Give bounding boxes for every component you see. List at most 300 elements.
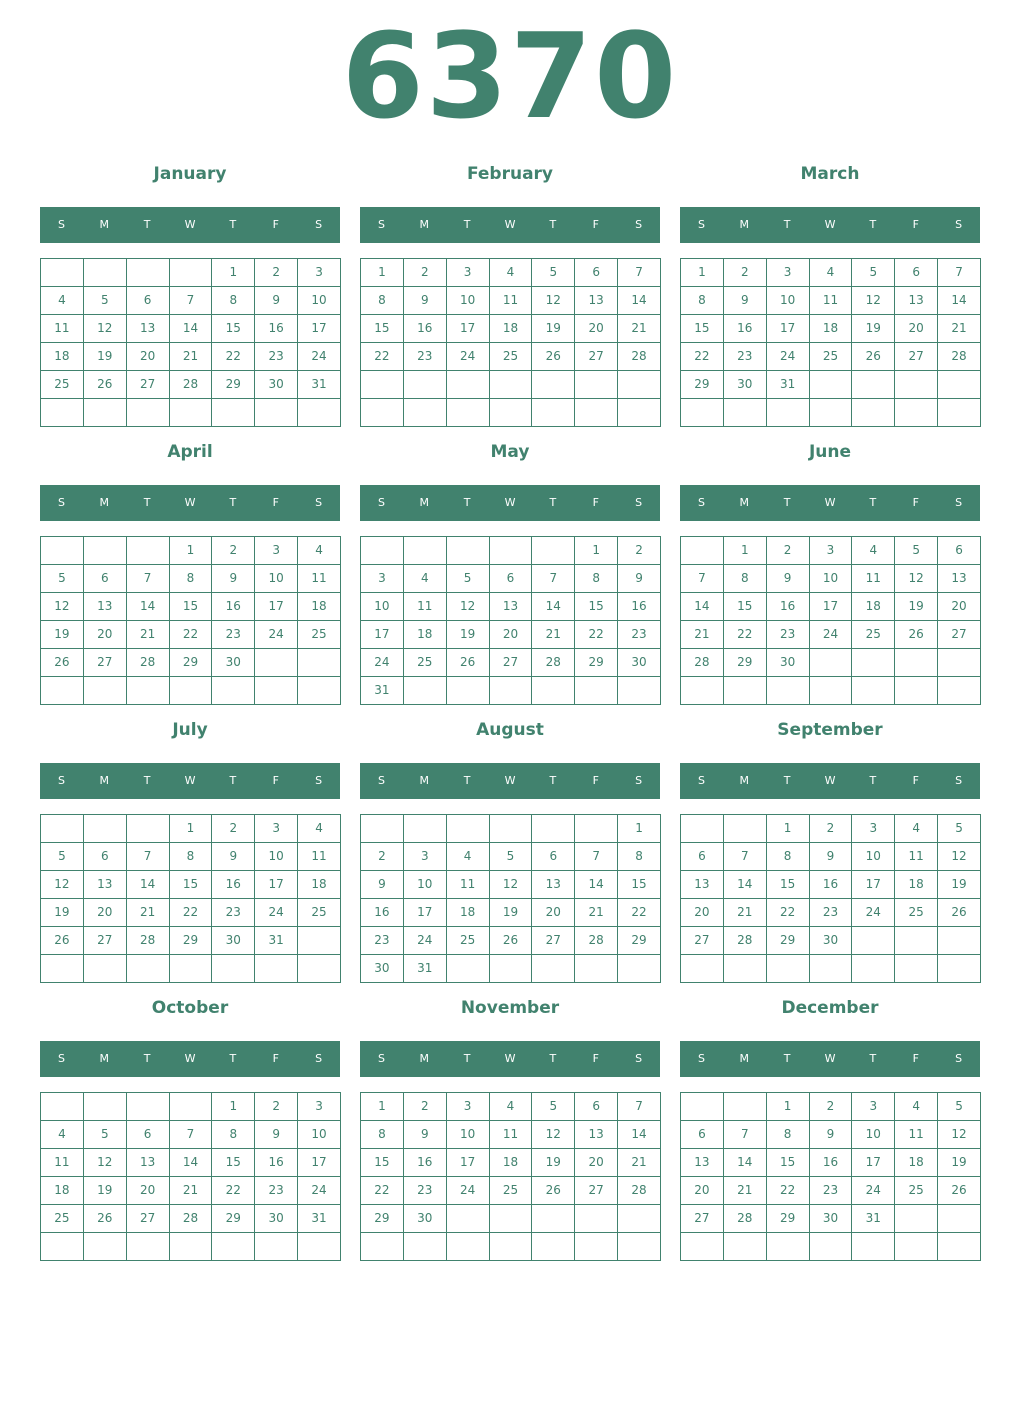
day-cell: 10 — [255, 843, 298, 871]
week-row — [681, 649, 981, 677]
day-cell: 11 — [895, 1121, 938, 1149]
day-cell: 20 — [895, 315, 938, 343]
day-cell: 4 — [298, 537, 341, 565]
day-cell — [852, 1233, 895, 1261]
day-cell — [41, 537, 84, 565]
day-cell: 27 — [681, 927, 724, 955]
day-cell — [126, 399, 169, 427]
day-cell — [298, 1233, 341, 1261]
day-cell: 31 — [852, 1205, 895, 1233]
day-cell — [41, 399, 84, 427]
day-cell — [681, 815, 724, 843]
day-cell: 31 — [298, 1205, 341, 1233]
day-cell — [126, 815, 169, 843]
weekday-label: F — [592, 774, 599, 787]
day-cell — [852, 927, 895, 955]
day-cell: 7 — [532, 565, 575, 593]
day-cell: 23 — [403, 1177, 446, 1205]
week-row — [681, 259, 981, 287]
day-cell: 29 — [169, 649, 212, 677]
day-cell: 3 — [809, 537, 852, 565]
days-table — [40, 1092, 341, 1261]
weekday-label: T — [549, 1052, 557, 1065]
week-row — [361, 1093, 661, 1121]
day-cell — [809, 371, 852, 399]
day-cell — [723, 955, 766, 983]
week-row — [361, 1205, 661, 1233]
days-table — [360, 536, 661, 705]
weekday-label: M — [99, 774, 110, 787]
weekday-header — [360, 485, 660, 521]
day-cell: 28 — [126, 927, 169, 955]
day-cell: 9 — [212, 565, 255, 593]
day-cell: 1 — [169, 537, 212, 565]
day-cell: 21 — [723, 1177, 766, 1205]
week-row — [681, 1177, 981, 1205]
weekday-label: T — [783, 218, 791, 231]
week-row — [41, 1093, 341, 1121]
weekday-label: T — [869, 1052, 877, 1065]
week-row — [41, 621, 341, 649]
weekday-label: F — [272, 774, 279, 787]
day-cell — [618, 1205, 661, 1233]
week-row — [361, 1149, 661, 1177]
month-march — [680, 160, 980, 427]
weekday-header — [40, 485, 340, 521]
day-cell — [403, 371, 446, 399]
weekday-label: T — [463, 774, 471, 787]
day-cell: 5 — [446, 565, 489, 593]
day-cell: 20 — [126, 1177, 169, 1205]
day-cell: 10 — [852, 843, 895, 871]
day-cell — [361, 537, 404, 565]
day-cell: 28 — [723, 927, 766, 955]
day-cell: 2 — [618, 537, 661, 565]
week-row — [41, 899, 341, 927]
day-cell — [681, 1093, 724, 1121]
day-cell: 26 — [41, 649, 84, 677]
day-cell — [681, 955, 724, 983]
day-cell — [126, 537, 169, 565]
week-row — [361, 371, 661, 399]
day-cell: 24 — [255, 899, 298, 927]
day-cell: 15 — [723, 593, 766, 621]
day-cell: 22 — [212, 1177, 255, 1205]
day-cell — [212, 677, 255, 705]
weekday-header — [40, 207, 340, 243]
day-cell: 23 — [212, 899, 255, 927]
day-cell — [41, 815, 84, 843]
week-row — [681, 287, 981, 315]
day-cell — [83, 677, 126, 705]
weekday-label: M — [739, 774, 750, 787]
day-cell — [169, 259, 212, 287]
month-october — [40, 994, 340, 1261]
week-row — [681, 927, 981, 955]
day-cell: 17 — [766, 315, 809, 343]
day-cell: 18 — [403, 621, 446, 649]
day-cell: 5 — [532, 1093, 575, 1121]
month-may — [360, 438, 660, 705]
weekday-label: F — [912, 218, 919, 231]
day-cell — [298, 927, 341, 955]
day-cell: 23 — [766, 621, 809, 649]
day-cell — [169, 399, 212, 427]
day-cell — [938, 371, 981, 399]
day-cell: 13 — [681, 1149, 724, 1177]
day-cell: 10 — [852, 1121, 895, 1149]
day-cell: 24 — [298, 1177, 341, 1205]
weekday-header — [360, 763, 660, 799]
day-cell: 14 — [126, 871, 169, 899]
week-row — [361, 1121, 661, 1149]
day-cell: 21 — [618, 315, 661, 343]
day-cell: 26 — [83, 371, 126, 399]
day-cell: 14 — [618, 1121, 661, 1149]
week-row — [361, 287, 661, 315]
day-cell: 9 — [403, 1121, 446, 1149]
day-cell: 29 — [618, 927, 661, 955]
day-cell: 9 — [809, 843, 852, 871]
day-cell — [446, 399, 489, 427]
day-cell: 19 — [83, 343, 126, 371]
day-cell: 28 — [938, 343, 981, 371]
weekday-label: S — [635, 774, 643, 787]
weekday-label: M — [419, 774, 430, 787]
day-cell: 15 — [766, 871, 809, 899]
day-cell — [41, 955, 84, 983]
day-cell — [446, 371, 489, 399]
day-cell: 17 — [446, 1149, 489, 1177]
day-cell: 4 — [41, 1121, 84, 1149]
day-cell: 27 — [532, 927, 575, 955]
day-cell: 29 — [212, 1205, 255, 1233]
day-cell: 20 — [575, 315, 618, 343]
month-april — [40, 438, 340, 705]
day-cell — [403, 399, 446, 427]
day-cell: 11 — [298, 565, 341, 593]
day-cell: 27 — [126, 1205, 169, 1233]
day-cell: 6 — [575, 1093, 618, 1121]
weekday-label: T — [229, 218, 237, 231]
day-cell: 28 — [169, 371, 212, 399]
week-row — [681, 371, 981, 399]
day-cell — [723, 1093, 766, 1121]
day-cell: 24 — [403, 927, 446, 955]
day-cell: 17 — [809, 593, 852, 621]
day-cell: 28 — [681, 649, 724, 677]
month-august — [360, 716, 660, 983]
day-cell — [766, 677, 809, 705]
day-cell: 3 — [852, 1093, 895, 1121]
week-row — [681, 899, 981, 927]
day-cell: 3 — [852, 815, 895, 843]
day-cell — [681, 677, 724, 705]
day-cell: 6 — [895, 259, 938, 287]
week-row — [41, 593, 341, 621]
day-cell — [41, 677, 84, 705]
day-cell — [41, 259, 84, 287]
day-cell — [403, 1233, 446, 1261]
day-cell: 21 — [126, 621, 169, 649]
day-cell: 1 — [766, 1093, 809, 1121]
week-row — [41, 1121, 341, 1149]
day-cell — [489, 815, 532, 843]
week-row — [361, 315, 661, 343]
day-cell: 29 — [681, 371, 724, 399]
day-cell: 7 — [169, 287, 212, 315]
day-cell: 28 — [532, 649, 575, 677]
weekday-label: S — [377, 496, 385, 509]
days-table — [40, 258, 341, 427]
day-cell: 28 — [169, 1205, 212, 1233]
weekday-label: F — [592, 496, 599, 509]
day-cell: 9 — [809, 1121, 852, 1149]
day-cell: 25 — [895, 1177, 938, 1205]
weekday-label: F — [272, 496, 279, 509]
day-cell: 24 — [446, 343, 489, 371]
day-cell: 20 — [126, 343, 169, 371]
day-cell: 31 — [255, 927, 298, 955]
day-cell: 25 — [852, 621, 895, 649]
day-cell: 27 — [489, 649, 532, 677]
day-cell — [446, 1233, 489, 1261]
weekday-header — [680, 763, 980, 799]
week-row — [361, 259, 661, 287]
day-cell: 17 — [255, 593, 298, 621]
day-cell: 4 — [809, 259, 852, 287]
day-cell: 20 — [83, 621, 126, 649]
day-cell — [618, 371, 661, 399]
day-cell: 25 — [41, 1205, 84, 1233]
day-cell: 14 — [938, 287, 981, 315]
day-cell: 25 — [809, 343, 852, 371]
weekday-label: T — [869, 774, 877, 787]
weekday-label: S — [315, 218, 323, 231]
day-cell: 13 — [126, 315, 169, 343]
weekday-label: F — [912, 774, 919, 787]
day-cell — [532, 399, 575, 427]
day-cell — [126, 1093, 169, 1121]
weekday-header — [360, 207, 660, 243]
day-cell: 11 — [809, 287, 852, 315]
day-cell: 8 — [361, 1121, 404, 1149]
day-cell: 25 — [895, 899, 938, 927]
weekday-header — [360, 1041, 660, 1077]
month-november — [360, 994, 660, 1261]
week-row — [41, 371, 341, 399]
weekday-label: W — [824, 218, 836, 231]
day-cell — [618, 399, 661, 427]
day-cell: 13 — [938, 565, 981, 593]
day-cell: 30 — [255, 1205, 298, 1233]
week-row — [41, 343, 341, 371]
day-cell: 24 — [809, 621, 852, 649]
day-cell: 20 — [681, 1177, 724, 1205]
day-cell: 11 — [41, 315, 84, 343]
weekday-label: S — [635, 1052, 643, 1065]
day-cell: 2 — [255, 259, 298, 287]
day-cell: 30 — [766, 649, 809, 677]
day-cell: 2 — [212, 815, 255, 843]
day-cell: 10 — [255, 565, 298, 593]
weekday-label: S — [955, 496, 963, 509]
month-title: March — [800, 164, 860, 184]
day-cell: 5 — [938, 815, 981, 843]
day-cell: 1 — [361, 259, 404, 287]
day-cell — [489, 1205, 532, 1233]
day-cell: 24 — [852, 1177, 895, 1205]
day-cell — [532, 1233, 575, 1261]
day-cell: 5 — [41, 565, 84, 593]
day-cell: 26 — [489, 927, 532, 955]
day-cell: 23 — [618, 621, 661, 649]
day-cell: 5 — [938, 1093, 981, 1121]
day-cell: 12 — [41, 593, 84, 621]
day-cell: 18 — [809, 315, 852, 343]
day-cell: 7 — [618, 1093, 661, 1121]
day-cell: 17 — [298, 1149, 341, 1177]
day-cell: 19 — [532, 1149, 575, 1177]
day-cell: 8 — [618, 843, 661, 871]
day-cell: 3 — [446, 1093, 489, 1121]
day-cell: 9 — [403, 287, 446, 315]
day-cell: 6 — [681, 1121, 724, 1149]
day-cell: 3 — [766, 259, 809, 287]
week-row — [361, 621, 661, 649]
days-table — [360, 1092, 661, 1261]
day-cell — [938, 1233, 981, 1261]
day-cell — [41, 1093, 84, 1121]
day-cell — [723, 1233, 766, 1261]
day-cell: 7 — [723, 1121, 766, 1149]
day-cell: 14 — [723, 1149, 766, 1177]
week-row — [41, 259, 341, 287]
weekday-label: F — [272, 218, 279, 231]
day-cell — [83, 537, 126, 565]
weekday-label: T — [143, 1052, 151, 1065]
day-cell: 5 — [83, 287, 126, 315]
day-cell: 22 — [681, 343, 724, 371]
weekday-label: W — [824, 1052, 836, 1065]
day-cell: 28 — [126, 649, 169, 677]
month-title: June — [808, 442, 852, 462]
day-cell: 2 — [403, 1093, 446, 1121]
day-cell — [489, 371, 532, 399]
weekday-label: S — [57, 774, 65, 787]
day-cell — [938, 1205, 981, 1233]
weekday-label: M — [739, 218, 750, 231]
weekday-label: W — [184, 218, 196, 231]
weekday-label: M — [99, 496, 110, 509]
day-cell: 18 — [489, 315, 532, 343]
day-cell — [575, 1205, 618, 1233]
day-cell: 29 — [169, 927, 212, 955]
day-cell: 29 — [766, 927, 809, 955]
day-cell: 30 — [212, 927, 255, 955]
day-cell: 3 — [255, 815, 298, 843]
day-cell: 12 — [83, 1149, 126, 1177]
day-cell: 5 — [852, 259, 895, 287]
weekday-label: S — [315, 1052, 323, 1065]
day-cell: 4 — [852, 537, 895, 565]
day-cell: 6 — [126, 1121, 169, 1149]
day-cell — [361, 815, 404, 843]
weekday-label: F — [272, 1052, 279, 1065]
week-row — [41, 537, 341, 565]
month-september — [680, 716, 980, 983]
weekday-label: T — [783, 774, 791, 787]
day-cell — [255, 677, 298, 705]
day-cell — [895, 399, 938, 427]
day-cell — [575, 371, 618, 399]
day-cell: 26 — [938, 899, 981, 927]
week-row — [41, 843, 341, 871]
day-cell: 5 — [83, 1121, 126, 1149]
day-cell — [126, 955, 169, 983]
day-cell: 18 — [895, 871, 938, 899]
day-cell: 23 — [212, 621, 255, 649]
weekday-label: T — [463, 1052, 471, 1065]
weekday-label: S — [697, 1052, 705, 1065]
day-cell: 6 — [938, 537, 981, 565]
day-cell: 8 — [723, 565, 766, 593]
day-cell: 8 — [575, 565, 618, 593]
day-cell: 27 — [681, 1205, 724, 1233]
day-cell — [532, 371, 575, 399]
day-cell — [618, 955, 661, 983]
day-cell: 2 — [255, 1093, 298, 1121]
weekday-label: S — [697, 496, 705, 509]
day-cell: 9 — [361, 871, 404, 899]
day-cell: 27 — [895, 343, 938, 371]
day-cell: 10 — [298, 287, 341, 315]
day-cell: 12 — [938, 1121, 981, 1149]
day-cell: 8 — [212, 1121, 255, 1149]
weekday-label: S — [697, 218, 705, 231]
day-cell: 30 — [809, 1205, 852, 1233]
day-cell: 11 — [489, 1121, 532, 1149]
day-cell: 3 — [446, 259, 489, 287]
day-cell — [852, 399, 895, 427]
day-cell — [895, 649, 938, 677]
day-cell — [255, 649, 298, 677]
week-row — [361, 871, 661, 899]
day-cell: 17 — [255, 871, 298, 899]
day-cell: 8 — [361, 287, 404, 315]
day-cell: 1 — [766, 815, 809, 843]
day-cell: 3 — [255, 537, 298, 565]
day-cell: 14 — [126, 593, 169, 621]
day-cell: 21 — [532, 621, 575, 649]
day-cell — [489, 955, 532, 983]
day-cell: 31 — [766, 371, 809, 399]
day-cell — [766, 1233, 809, 1261]
day-cell: 19 — [895, 593, 938, 621]
week-row — [361, 955, 661, 983]
day-cell — [255, 1233, 298, 1261]
day-cell: 28 — [618, 1177, 661, 1205]
week-row — [361, 593, 661, 621]
day-cell: 17 — [446, 315, 489, 343]
day-cell — [575, 815, 618, 843]
day-cell: 16 — [255, 1149, 298, 1177]
day-cell — [403, 537, 446, 565]
week-row — [41, 315, 341, 343]
weekday-label: S — [57, 496, 65, 509]
month-february — [360, 160, 660, 427]
week-row — [41, 677, 341, 705]
